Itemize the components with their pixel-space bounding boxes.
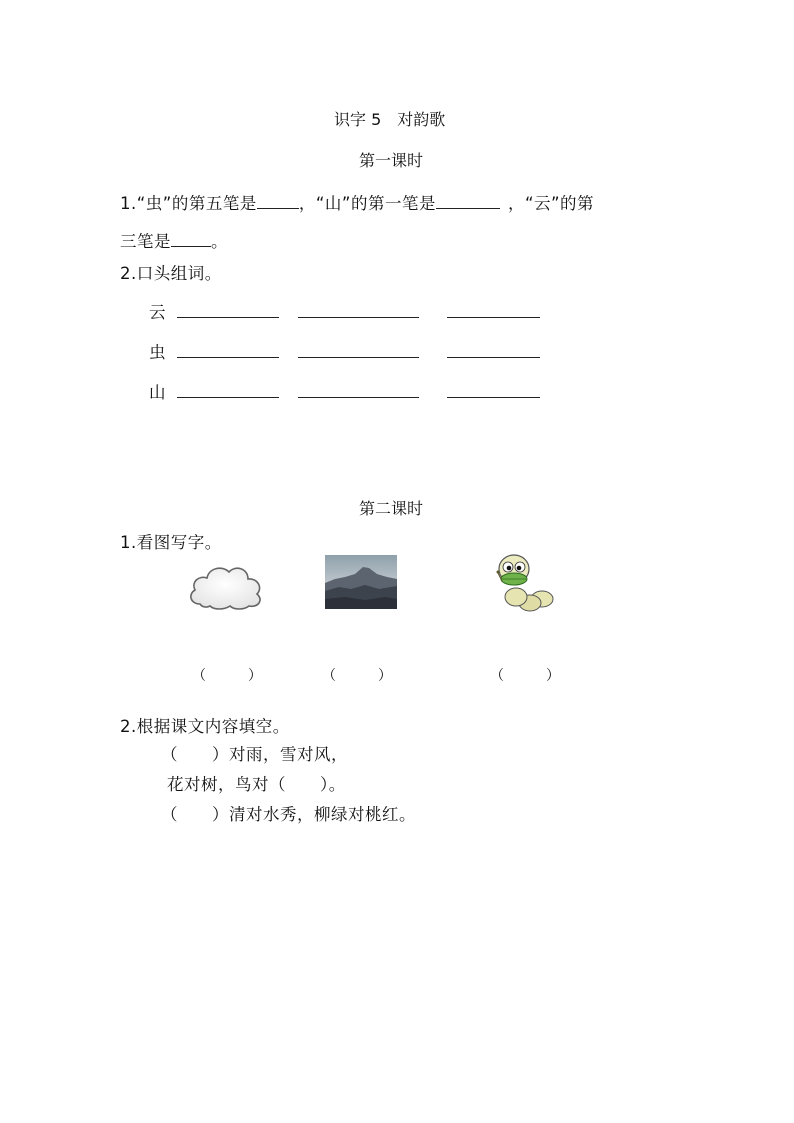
picture-answer-blank[interactable]: （ ） (490, 668, 560, 684)
word-blank[interactable] (298, 357, 419, 358)
word-row-char: 山 (149, 383, 166, 402)
caterpillar-icon (492, 553, 556, 613)
word-row-char: 虫 (149, 343, 166, 362)
q1-text-2: ，“山”的第一笔是 (298, 194, 436, 213)
cloud-icon (186, 560, 264, 612)
mountain-photo (325, 555, 397, 609)
lesson1-heading: 第一课时 (359, 151, 424, 170)
q1-text-5: 。 (211, 232, 228, 251)
word-blank[interactable] (447, 397, 540, 398)
word-blank[interactable] (298, 317, 419, 318)
q1-blank-3[interactable] (171, 231, 211, 247)
lesson2-heading: 第二课时 (359, 499, 424, 518)
fill-line: （ ）清对水秀，柳绿对桃红。 (161, 805, 416, 824)
q1-blank-2[interactable] (436, 193, 500, 209)
word-row-char: 云 (149, 303, 166, 322)
q1-text-1: 1.“虫”的第五笔是 (120, 194, 257, 213)
picture-answer-blank[interactable]: （ ） (322, 668, 392, 684)
lesson2-question1-prompt: 1.看图写字。 (120, 533, 222, 552)
fill-line: （ ）对雨，雪对风， (161, 745, 348, 764)
fill-line: 花对树，鸟对（ ）。 (167, 775, 346, 794)
word-blank[interactable] (177, 397, 279, 398)
word-blank[interactable] (177, 317, 279, 318)
lesson2-question2-prompt: 2.根据课文内容填空。 (120, 717, 290, 736)
page-title: 识字 5 对韵歌 (334, 110, 446, 129)
word-blank[interactable] (447, 357, 540, 358)
q1-text-3: ，“云”的第 (507, 194, 595, 213)
word-blank[interactable] (177, 357, 279, 358)
lesson1-question2-prompt: 2.口头组词。 (120, 264, 222, 283)
q1-blank-1[interactable] (257, 193, 299, 209)
lesson1-question1-line1 (120, 190, 594, 214)
word-blank[interactable] (298, 397, 419, 398)
lesson1-question1-line2 (120, 228, 228, 252)
word-blank[interactable] (447, 317, 540, 318)
q1-text-4: 三笔是 (120, 232, 171, 251)
picture-answer-blank[interactable]: （ ） (192, 668, 262, 684)
